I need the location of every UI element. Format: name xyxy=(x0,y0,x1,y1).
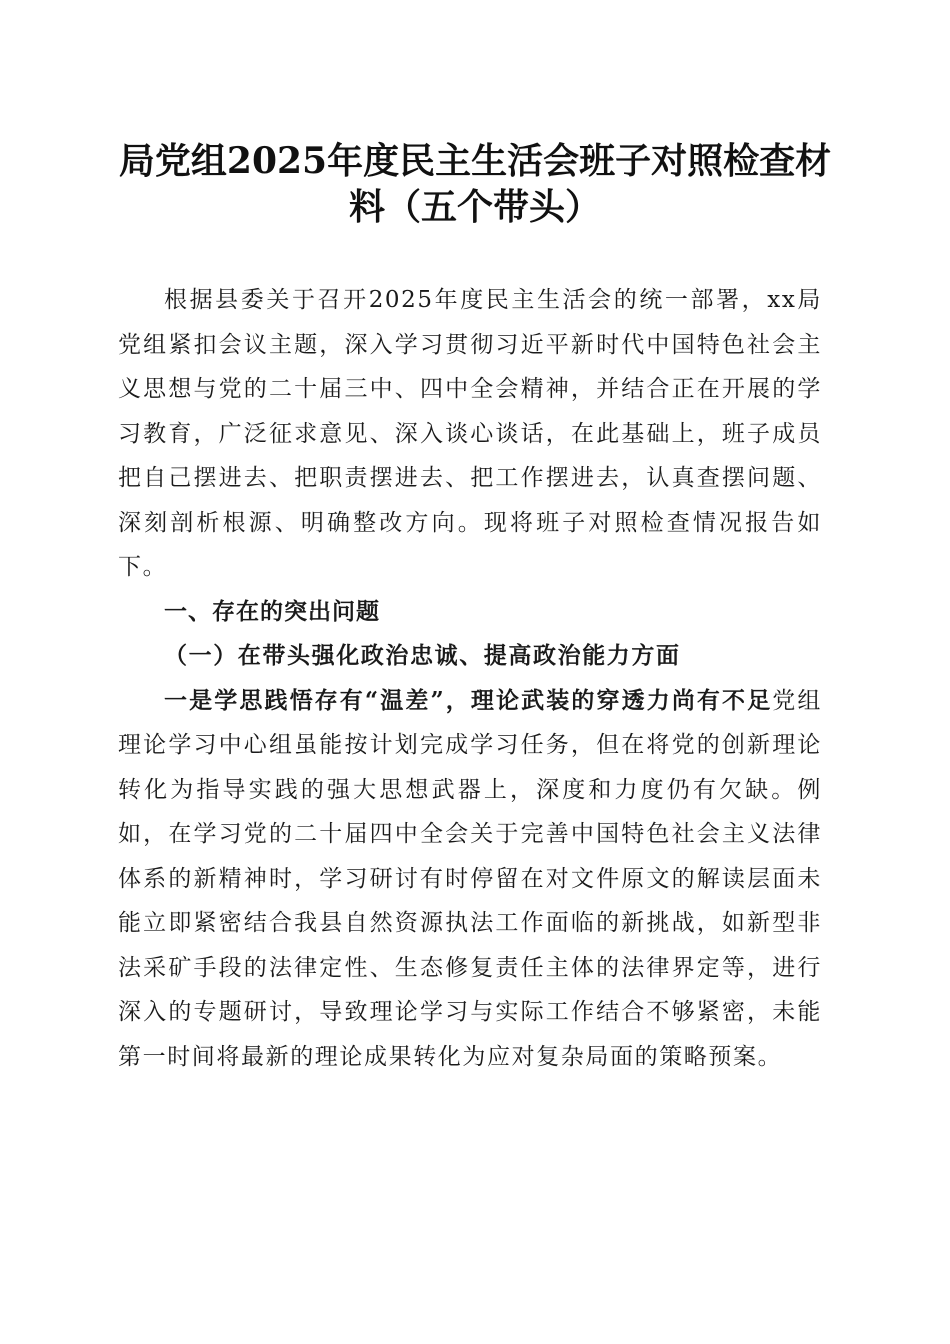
intro-paragraph: 根据县委关于召开2025年度民主生活会的统一部署，xx局党组紧扣会议主题，深入学习贯彻习近平新时代中国特色社会主义思想与党的二十届三中、四中全会精神，并结合正在开展的学习教育，广泛征求意见、深入谈心谈话，在此基础上，班子成员把自己摆进去、把职责摆进去、把工作摆进去，认真查摆问题、深刻剖析根源、明确整改方向。现将班子对照检查情况报告如下。 xyxy=(118,287,822,580)
point-paragraph xyxy=(118,679,822,1080)
document-body xyxy=(118,278,822,1079)
point-body: 党组理论学习中心组虽能按计划完成学习任务，但在将党的创新理论转化为指导实践的强大思想武器上，深度和力度仍有欠缺。例如，在学习党的二十届四中全会关于完善中国特色社会主义法律体系的新精神时，学习研讨有时停留在对文件原文的解读层面未能立即紧密结合我县自然资源执法工作面临的新挑战，如新型非法采矿手段的法律定性、生态修复责任主体的法律界定等，进行深入的专题研讨，导致理论学习与实际工作结合不够紧密，未能第一时间将最新的理论成果转化为应对复杂局面的策略预案。 xyxy=(118,687,822,1070)
subsection-heading: （一）在带头强化政治忠诚、提高政治能力方面 xyxy=(164,642,681,669)
section-heading: 一、存在的突出问题 xyxy=(164,598,380,625)
point-lead: 一是学思践悟存有“温差”，理论武装的穿透力尚有不足 xyxy=(164,686,773,714)
document-title: 局党组2025年度民主生活会班子对照检查材料（五个带头） xyxy=(118,140,832,228)
